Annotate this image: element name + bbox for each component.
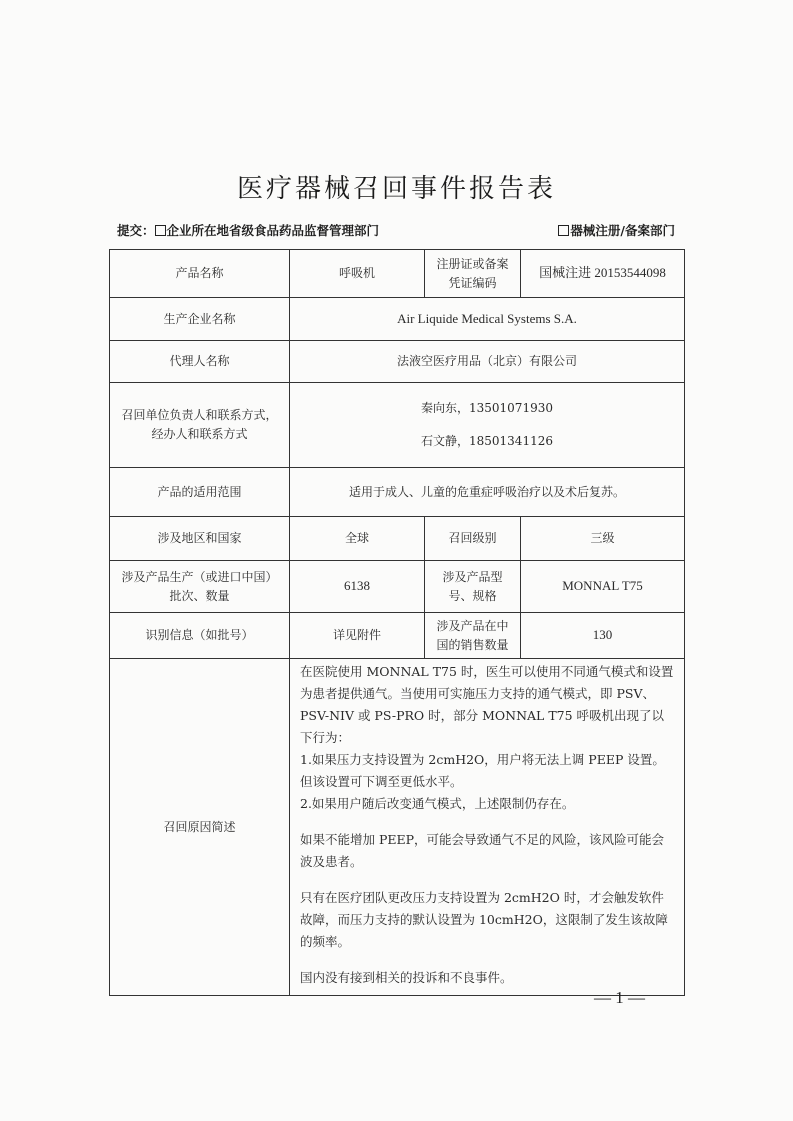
table-row <box>110 468 685 517</box>
table-row <box>110 517 685 561</box>
reason-value <box>290 659 685 996</box>
sales-value: 130 <box>521 613 685 659</box>
checkbox-icon[interactable] <box>558 225 569 236</box>
id-info-value: 详见附件 <box>290 613 425 659</box>
reason-paragraph: 在医院使用 MONNAL T75 时，医生可以使用不同通气模式和设置为患者提供通气。当使用可实施压力支持的通气模式，即 PSV、PSV-NIV 或 PS-PRO 时，部分 MONNAL T75 呼吸机出现了以下行为： <box>300 664 674 745</box>
agent-label: 代理人名称 <box>110 341 290 383</box>
region-value: 全球 <box>290 517 425 561</box>
product-name-label: 产品名称 <box>110 250 290 298</box>
submit-option-provincial: 企业所在地省级食品药品监督管理部门 <box>166 223 380 238</box>
batch-label: 涉及产品生产（或进口中国）批次、数量 <box>110 561 290 613</box>
reason-label: 召回原因简述 <box>110 659 290 996</box>
reason-paragraph: 2.如果用户随后改变通气模式，上述限制仍存在。 <box>300 796 575 811</box>
reason-paragraph: 如果不能增加 PEEP，可能会导致通气不足的风险，该风险可能会波及患者。 <box>300 832 665 869</box>
id-info-label: 识别信息（如批号） <box>110 613 290 659</box>
submit-option-registration: 器械注册/备案部门 <box>570 223 675 238</box>
checkbox-icon[interactable] <box>155 225 166 236</box>
contact-label: 召回单位负责人和联系方式，经办人和联系方式 <box>110 383 290 468</box>
contact-value <box>290 383 685 468</box>
table-row <box>110 659 685 996</box>
page-title: 医疗器械召回事件报告表 <box>236 174 556 204</box>
table-row <box>110 383 685 468</box>
recall-level-value: 三级 <box>521 517 685 561</box>
reason-paragraph: 1.如果压力支持设置为 2cmH2O，用户将无法上调 PEEP 设置。但该设置可下调至更低水平。 <box>300 752 665 789</box>
scope-label: 产品的适用范围 <box>110 468 290 517</box>
recall-report-table <box>109 249 685 996</box>
submit-prefix: 提交： <box>117 223 155 238</box>
table-row <box>110 298 685 341</box>
table-row <box>110 561 685 613</box>
product-name-value: 呼吸机 <box>290 250 425 298</box>
agent-value: 法液空医疗用品（北京）有限公司 <box>290 341 685 383</box>
model-label: 涉及产品型号、规格 <box>425 561 521 613</box>
contact-line-1: 秦向东，13501071930 <box>421 401 553 416</box>
manufacturer-label: 生产企业名称 <box>110 298 290 341</box>
submit-option-registration-line <box>558 221 675 239</box>
sales-label: 涉及产品在中国的销售数量 <box>425 613 521 659</box>
region-label: 涉及地区和国家 <box>110 517 290 561</box>
reason-paragraph: 国内没有接到相关的投诉和不良事件。 <box>300 970 513 985</box>
manufacturer-value: Air Liquide Medical Systems S.A. <box>290 298 685 341</box>
table-row <box>110 613 685 659</box>
scope-value: 适用于成人、儿童的危重症呼吸治疗以及术后复苏。 <box>290 468 685 517</box>
registration-label: 注册证或备案凭证编码 <box>425 250 521 298</box>
table-row <box>110 341 685 383</box>
recall-level-label: 召回级别 <box>425 517 521 561</box>
registration-value: 国械注进 20153544098 <box>521 250 685 298</box>
page-number: — 1 — <box>594 988 645 1007</box>
submit-to-line <box>117 221 379 239</box>
reason-paragraph: 只有在医疗团队更改压力支持设置为 2cmH2O 时，才会触发软件故障，而压力支持的默认设置为 10cmH2O，这限制了发生该故障的频率。 <box>300 890 668 949</box>
batch-value: 6138 <box>290 561 425 613</box>
model-value: MONNAL T75 <box>521 561 685 613</box>
contact-line-2: 石文静，18501341126 <box>421 434 553 448</box>
table-row <box>110 250 685 298</box>
